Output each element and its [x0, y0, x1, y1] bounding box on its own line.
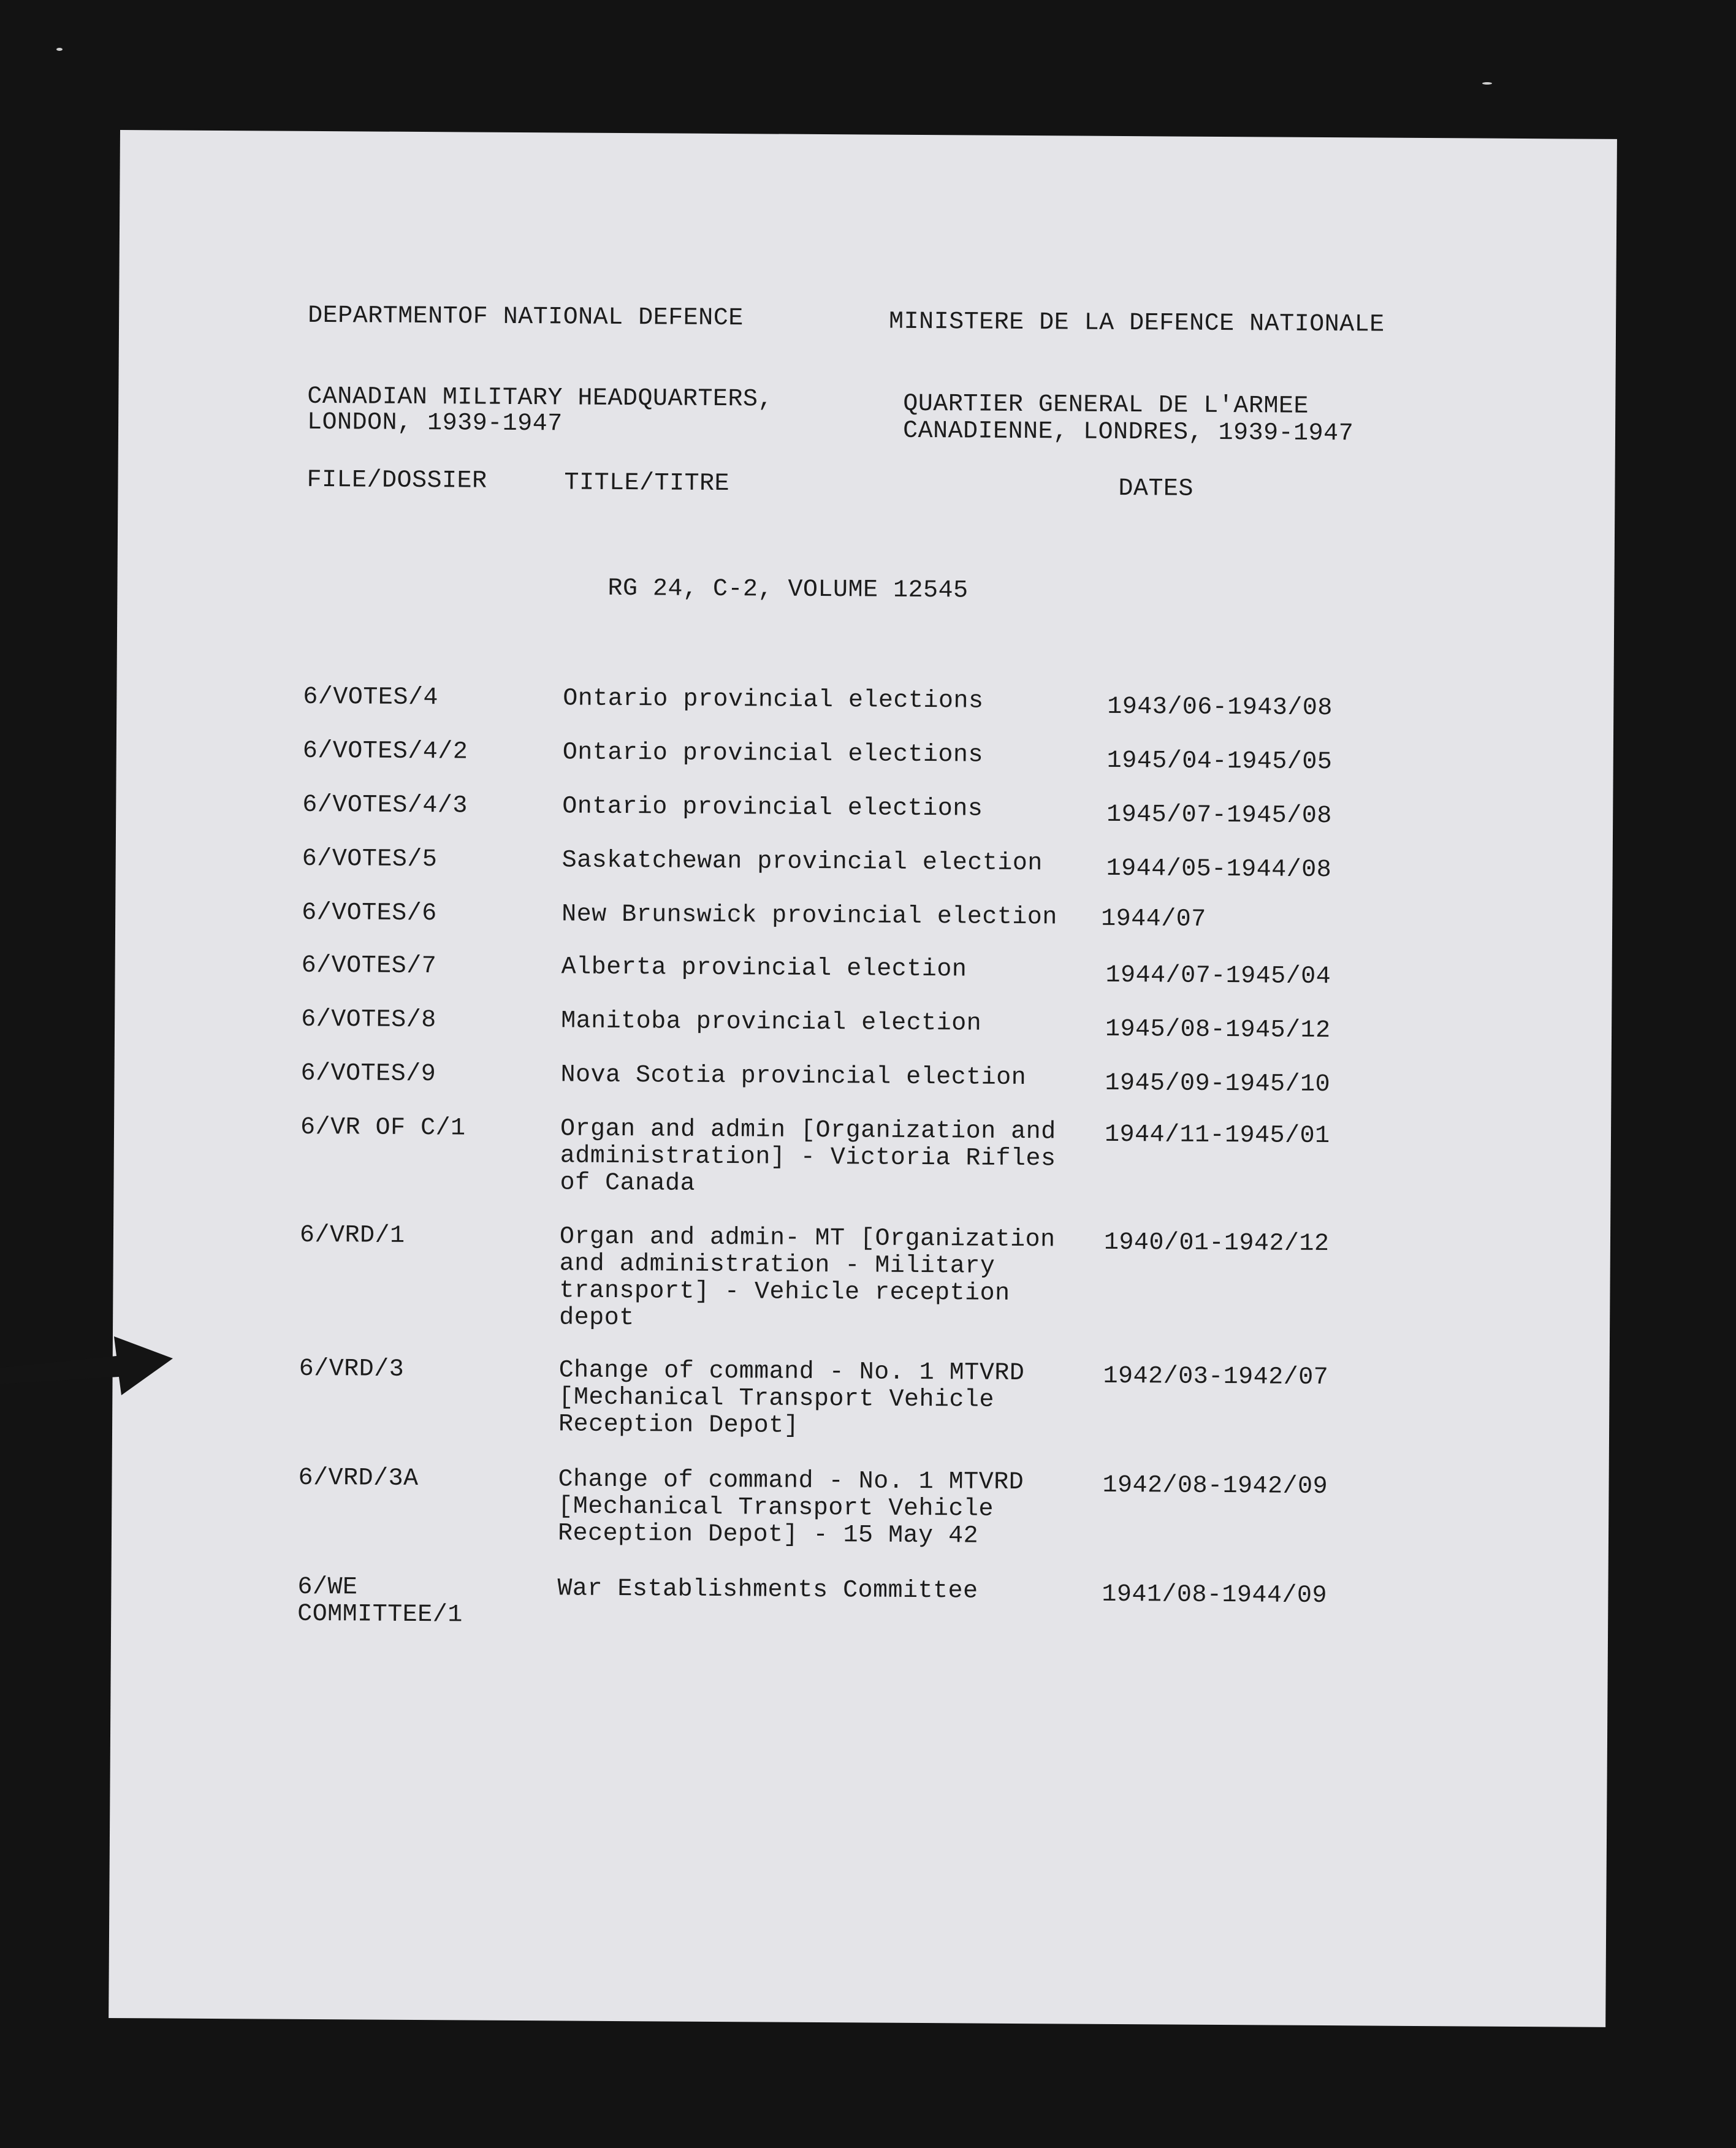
row-dates: 1941/08-1944/09: [1102, 1580, 1328, 1610]
row-file: 6/VOTES/6: [302, 899, 437, 928]
dust-speck: [1482, 82, 1492, 85]
row-file: 6/VRD/1: [299, 1221, 405, 1250]
row-file: 6/VRD/3A: [298, 1464, 419, 1493]
header-hq-english-line1: CANADIAN MILITARY HEADQUARTERS,: [307, 383, 774, 414]
row-dates: 1944/11-1945/01: [1104, 1121, 1330, 1151]
header-hq-french-line2: CANADIENNE, LONDRES, 1939-1947: [902, 417, 1354, 448]
row-dates: 1944/07-1945/04: [1105, 961, 1331, 991]
row-dates: 1942/03-1942/07: [1103, 1362, 1329, 1392]
row-dates: 1945/07-1945/08: [1106, 801, 1332, 831]
row-dates: 1940/01-1942/12: [1103, 1228, 1330, 1259]
row-dates: 1943/06-1943/08: [1107, 693, 1333, 723]
row-title: Organ and admin [Organization and administration] - Victoria Rifles of Canada: [560, 1115, 1056, 1198]
column-heading-title: TITLE/TITRE: [564, 469, 730, 498]
table-row: [116, 683, 1613, 723]
row-file: 6/VOTES/4/2: [302, 737, 468, 766]
table-row: [116, 737, 1613, 777]
table-row: [113, 1221, 1610, 1333]
row-title: New Brunswick provincial election: [562, 901, 1057, 932]
row-dates: 1945/09-1945/10: [1105, 1069, 1331, 1099]
row-title: Change of command - No. 1 MTVRD [Mechanical Transport Vehicle Reception Depot] - 15 May 42: [557, 1466, 1024, 1550]
row-file: 6/WE COMMITTEE/1: [297, 1573, 463, 1629]
row-title: Ontario provincial elections: [562, 793, 983, 823]
volume-reference: RG 24, C-2, VOLUME 12545: [607, 574, 969, 605]
row-title: Organ and admin- MT [Organization and administration - Military transport] - Vehicle reception depot: [559, 1223, 1056, 1333]
row-file: 6/VOTES/4/3: [302, 791, 468, 820]
row-file: 6/VOTES/5: [302, 845, 438, 874]
header-dept-french: MINISTERE DE LA DEFENCE NATIONALE: [888, 308, 1385, 339]
row-title: Ontario provincial elections: [563, 685, 984, 715]
row-dates: 1942/08-1942/09: [1102, 1471, 1328, 1501]
row-dates: 1945/08-1945/12: [1105, 1015, 1331, 1045]
row-file: 6/VRD/3: [299, 1355, 405, 1384]
dust-speck: [56, 48, 63, 51]
row-title: Change of command - No. 1 MTVRD [Mechanical Transport Vehicle Reception Depot]: [558, 1357, 1025, 1440]
row-title: Ontario provincial elections: [562, 739, 984, 769]
row-file: 6/VOTES/8: [301, 1005, 436, 1035]
row-file: 6/VOTES/9: [300, 1059, 436, 1089]
row-title: Alberta provincial election: [561, 953, 967, 984]
header-hq-french-line1: QUARTIER GENERAL DE L'ARMEE: [903, 390, 1309, 421]
row-file: 6/VOTES/4: [303, 683, 439, 712]
row-file: 6/VR OF C/1: [300, 1113, 466, 1143]
row-title: Nova Scotia provincial election: [560, 1061, 1027, 1092]
row-dates: 1944/05-1944/08: [1106, 855, 1332, 885]
table-row: [112, 1573, 1608, 1629]
table-row: [115, 1059, 1612, 1099]
table-row: [115, 951, 1612, 991]
table-row: [115, 899, 1612, 934]
column-heading-file: FILE/DOSSIER: [306, 466, 487, 495]
row-title: Manitoba provincial election: [560, 1007, 982, 1038]
header-hq-english-line2: LONDON, 1939-1947: [306, 408, 563, 438]
row-title: War Establishments Committee: [557, 1575, 978, 1605]
row-dates: 1945/04-1945/05: [1106, 747, 1333, 777]
table-row: [115, 1005, 1612, 1045]
table-row: [112, 1464, 1609, 1550]
header-dept-english: DEPARTMENTOF NATIONAL DEFENCE: [308, 302, 744, 333]
pointer-arrow-icon: [0, 1331, 173, 1395]
table-row: [113, 1355, 1610, 1440]
table-row: [114, 1113, 1611, 1198]
column-heading-dates: DATES: [1118, 474, 1194, 503]
table-row: [116, 845, 1613, 885]
document-page: [108, 130, 1617, 2027]
row-file: 6/VOTES/7: [301, 951, 437, 981]
row-dates: 1944/07: [1101, 905, 1206, 934]
table-row: [116, 791, 1613, 831]
row-title: Saskatchewan provincial election: [562, 847, 1043, 878]
